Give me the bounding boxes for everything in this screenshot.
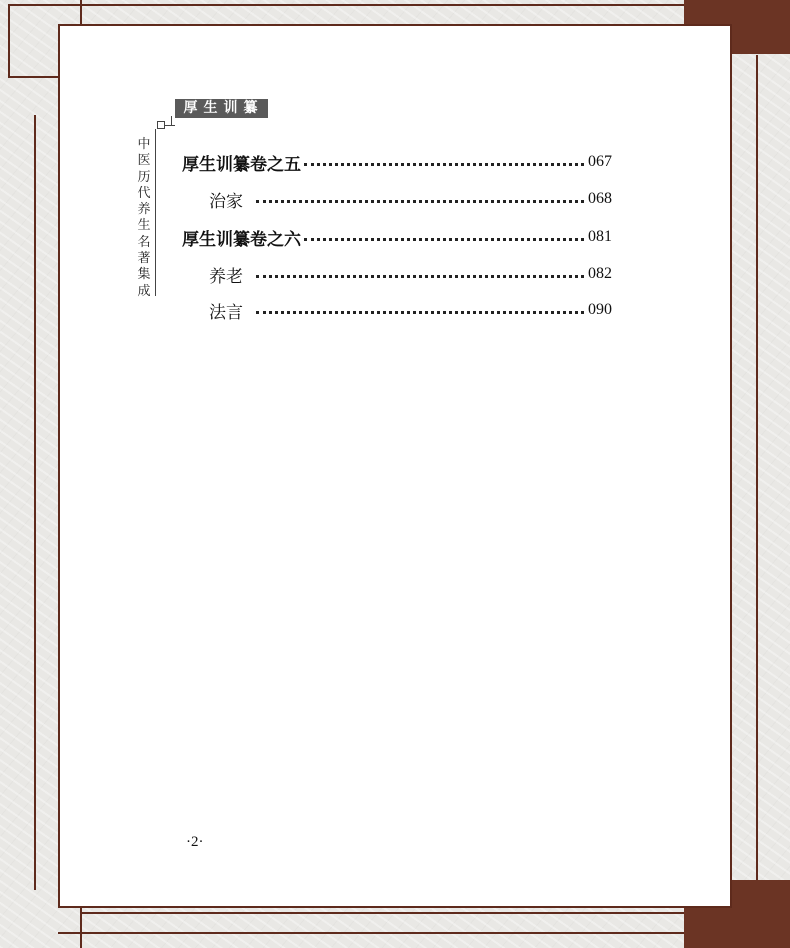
toc-entry-title: 厚生训纂卷之六 (182, 229, 301, 250)
toc-entry-page: 082 (588, 265, 612, 282)
toc-entry (209, 187, 612, 211)
header-ornament-vline-2 (155, 129, 156, 296)
frame-bottom-line-2 (58, 932, 684, 934)
toc-entry (209, 298, 612, 322)
header-ornament-vline (171, 116, 172, 125)
running-header: 厚生训纂 (175, 99, 268, 118)
frame-top-line (8, 4, 688, 6)
header-ornament-line (165, 125, 175, 126)
toc-entry (182, 150, 612, 174)
header-ornament-square (157, 121, 165, 129)
toc-leader-dots (256, 200, 584, 203)
toc-leader-dots (304, 238, 584, 241)
toc-entry-title: 厚生训纂卷之五 (182, 154, 301, 175)
toc-entry-page: 081 (588, 228, 612, 245)
frame-right-vertical (756, 55, 758, 885)
frame-left-long-vertical (34, 115, 36, 890)
frame-left-bottom-line (8, 76, 58, 78)
frame-bottom-vertical (80, 908, 82, 948)
toc-entry-page: 090 (588, 301, 612, 318)
toc-entry-title: 法言 (209, 302, 243, 323)
toc-leader-dots (304, 163, 584, 166)
toc-entry-title: 治家 (209, 191, 243, 212)
frame-bottom-line (80, 912, 684, 914)
toc-leader-dots (256, 311, 584, 314)
toc-leader-dots (256, 275, 584, 278)
toc-entry-page: 067 (588, 153, 612, 170)
toc-entry-title: 养老 (209, 266, 243, 287)
series-title: 中医历代养生名著集成 (137, 137, 151, 299)
toc-entry (209, 262, 612, 286)
toc-entry (182, 225, 612, 249)
toc-entry-page: 068 (588, 190, 612, 207)
frame-left-line (8, 4, 10, 78)
frame-upper-vertical (80, 0, 82, 24)
page-number: ·2· (186, 834, 204, 850)
